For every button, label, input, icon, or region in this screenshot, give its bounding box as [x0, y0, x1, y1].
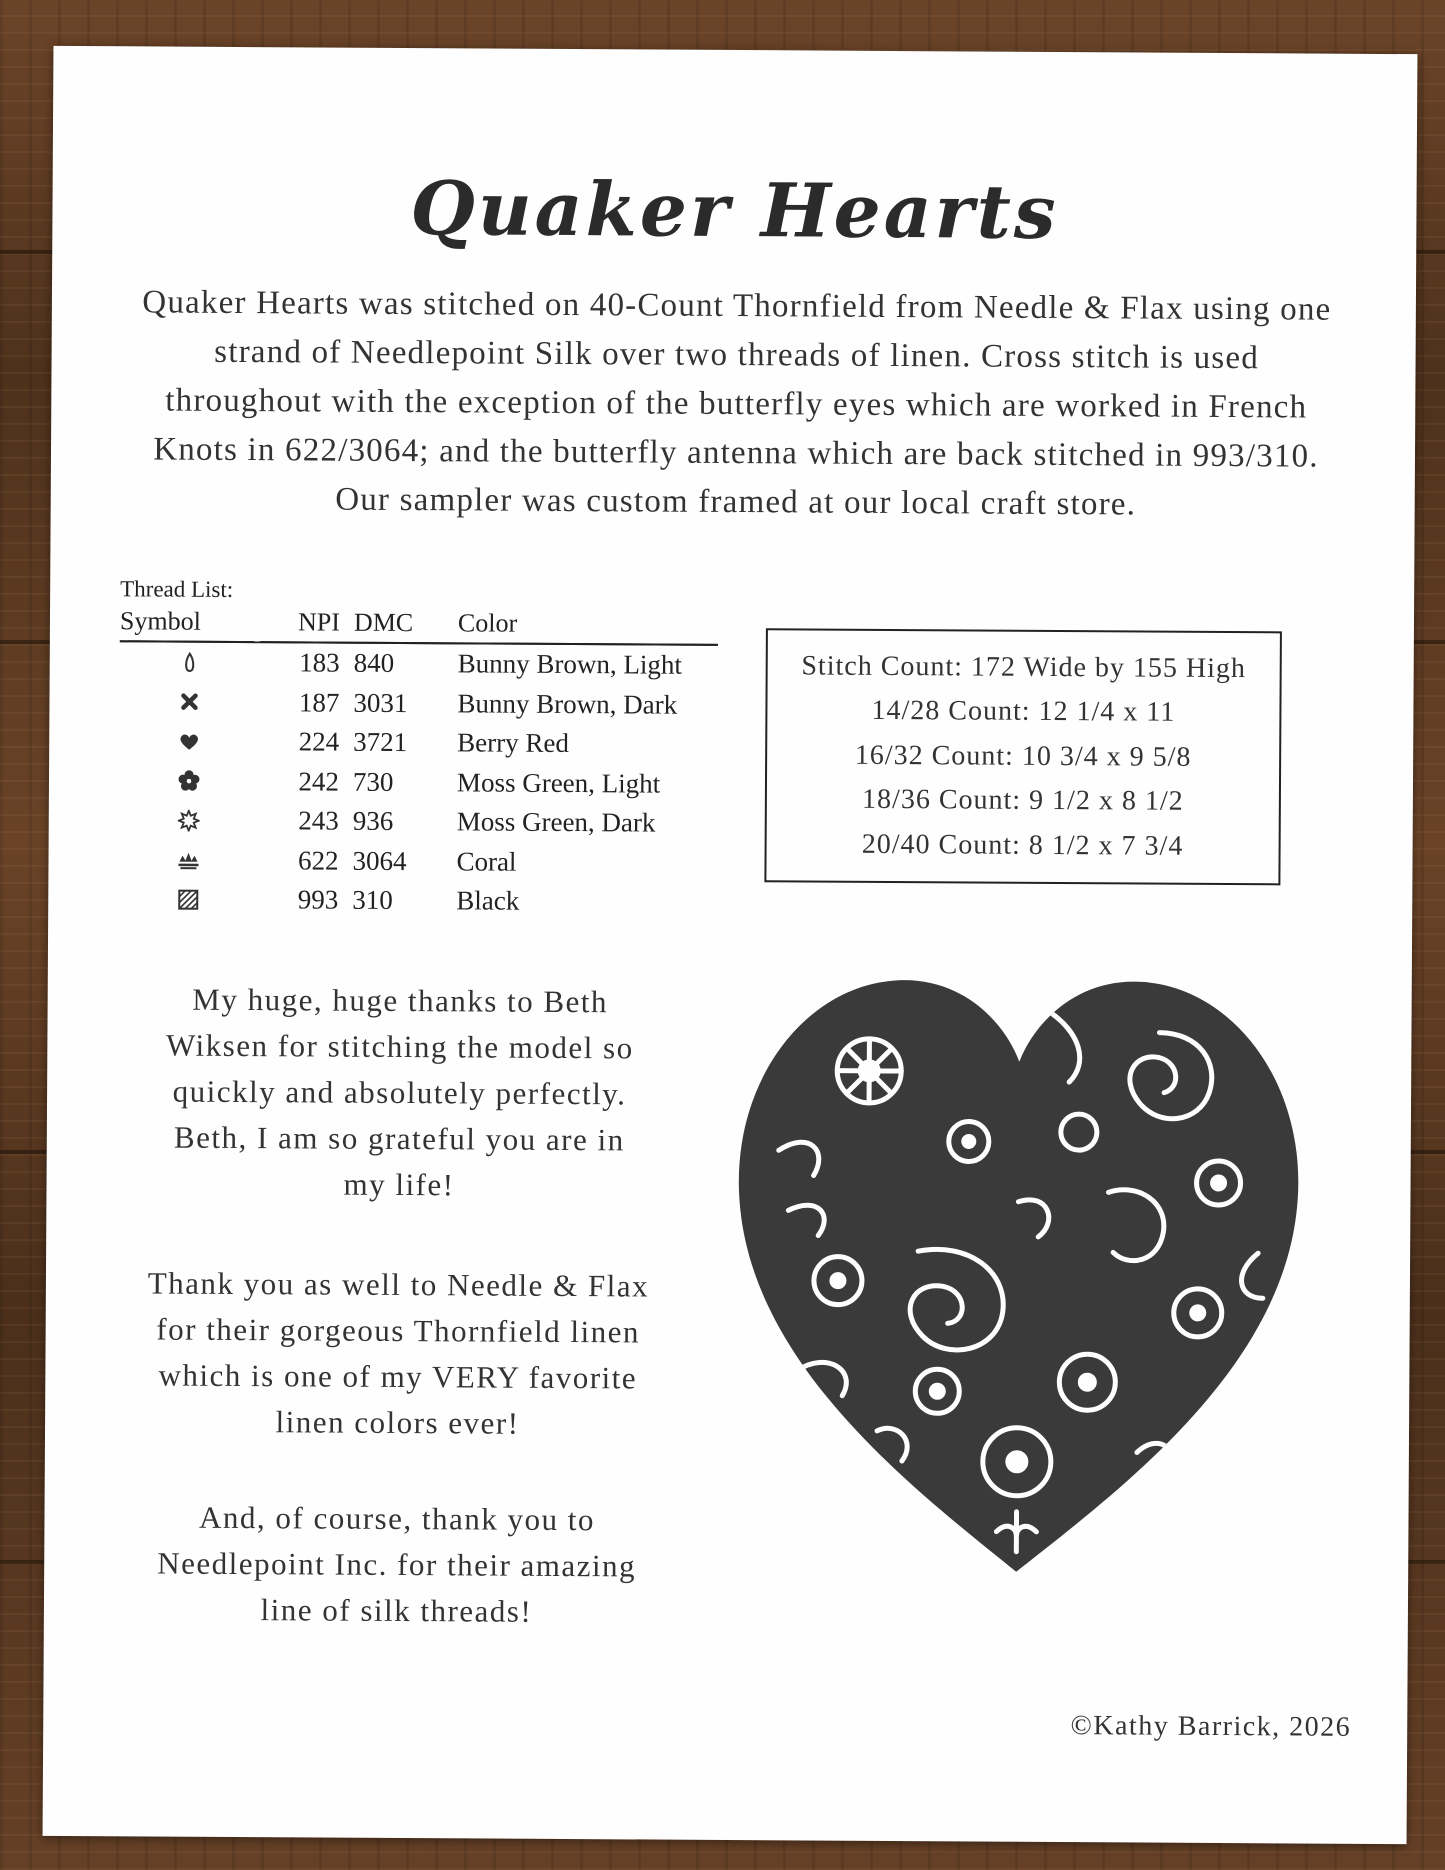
pattern-page — [43, 46, 1418, 1844]
color-cell: Coral — [456, 846, 517, 877]
stitch-count-line: 14/28 Count: 12 1/4 x 11 — [871, 695, 1176, 728]
npi-cell: 224 — [298, 726, 340, 757]
intro-line: Quaker Hearts was stitched on 40-Count Thornfield from Needle & Flax using one — [142, 284, 1332, 328]
header-npi: NPI — [260, 607, 354, 643]
thread-row — [119, 721, 717, 764]
thread-row — [118, 840, 716, 883]
dmc-cell: 3064 — [352, 845, 407, 876]
intro-line: Our sampler was custom framed at our local craft store. — [335, 481, 1137, 523]
npi-cell: 183 — [299, 647, 340, 678]
dmc-cell: 3721 — [353, 726, 408, 758]
color-cell: Bunny Brown, Dark — [457, 688, 678, 720]
header-color: Color — [458, 608, 718, 645]
thanks-line: Needlepoint Inc. for their amazing — [157, 1545, 637, 1584]
npi-cell: 243 — [298, 805, 339, 836]
npi-cell: 993 — [297, 884, 339, 915]
intro-line: throughout with the exception of the butterfly eyes which are worked in French — [165, 382, 1308, 426]
thanks-line: Wiksen for stitching the model so — [165, 1027, 634, 1066]
thanks-paragraph-needlepoint — [114, 1494, 680, 1635]
intro-line: Knots in 622/3064; and the butterfly antenna which are back stitched in 993/310. — [153, 431, 1319, 475]
npi-cell: 187 — [298, 687, 340, 718]
thanks-line: quickly and absolutely perfectly. — [172, 1073, 627, 1112]
crown-icon — [176, 850, 200, 870]
dmc-cell: 936 — [352, 805, 394, 837]
thanks-line: which is one of my VERY favorite — [158, 1357, 638, 1396]
thread-row — [120, 641, 718, 685]
thanks-line: for their gorgeous Thornfield linen — [156, 1311, 641, 1350]
color-cell: Berry Red — [457, 727, 570, 759]
copyright: ©Kathy Barrick, 2026 — [1070, 1710, 1352, 1743]
stitch-count-line: 20/40 Count: 8 1/2 x 7 3/4 — [861, 828, 1184, 862]
color-cell: Moss Green, Light — [456, 767, 661, 799]
thread-table-header — [120, 606, 718, 645]
dmc-cell: 3031 — [353, 687, 408, 718]
color-cell: Bunny Brown, Light — [457, 648, 683, 680]
hatched-square-icon — [177, 888, 199, 910]
heart-icon — [178, 731, 200, 751]
stitch-count-box — [764, 628, 1282, 885]
stitch-count-line: Stitch Count: 172 Wide by 155 High — [801, 650, 1247, 684]
color-cell: Black — [456, 885, 520, 916]
thanks-paragraph-beth — [116, 976, 682, 1209]
dmc-cell: 840 — [353, 647, 395, 679]
npi-cell: 242 — [298, 766, 340, 797]
intro-paragraph — [121, 278, 1352, 531]
npi-cell: 622 — [297, 845, 339, 876]
header-symbol: Symbol — [120, 606, 260, 642]
dmc-cell: 310 — [352, 884, 393, 916]
thanks-line: line of silk threads! — [260, 1592, 533, 1629]
thread-list-table — [118, 606, 718, 922]
header-dmc: DMC — [354, 608, 458, 644]
thread-row — [119, 761, 717, 804]
sun-icon — [178, 809, 200, 831]
thread-list-label: Thread List: — [120, 576, 234, 602]
thanks-line: My huge, huge thanks to Beth — [192, 981, 609, 1020]
stitch-count-line: 16/32 Count: 10 3/4 x 9 5/8 — [854, 739, 1192, 773]
intro-line: strand of Needlepoint Silk over two threads of linen. Cross stitch is used — [214, 333, 1260, 377]
thanks-line: And, of course, thank you to — [198, 1499, 596, 1538]
stitch-count-line: 18/36 Count: 9 1/2 x 8 1/2 — [861, 784, 1184, 818]
floral-heart-illustration — [716, 950, 1320, 1594]
thread-row — [119, 682, 717, 725]
thanks-paragraph-needle-flax — [115, 1260, 681, 1447]
thanks-line: my life! — [343, 1166, 455, 1203]
thanks-line: Beth, I am so grateful you are in — [173, 1119, 625, 1158]
drop-icon — [181, 651, 199, 673]
thanks-line: Thank you as well to Needle & Flax — [147, 1265, 650, 1304]
page-title: Quaker Hearts — [410, 166, 1059, 256]
flower-icon — [178, 770, 200, 792]
thanks-line: linen colors ever! — [275, 1404, 520, 1441]
thread-row — [119, 800, 717, 843]
x-icon — [179, 692, 199, 712]
thread-row — [118, 879, 716, 922]
color-cell: Moss Green, Dark — [456, 806, 656, 838]
dmc-cell: 730 — [352, 766, 394, 797]
